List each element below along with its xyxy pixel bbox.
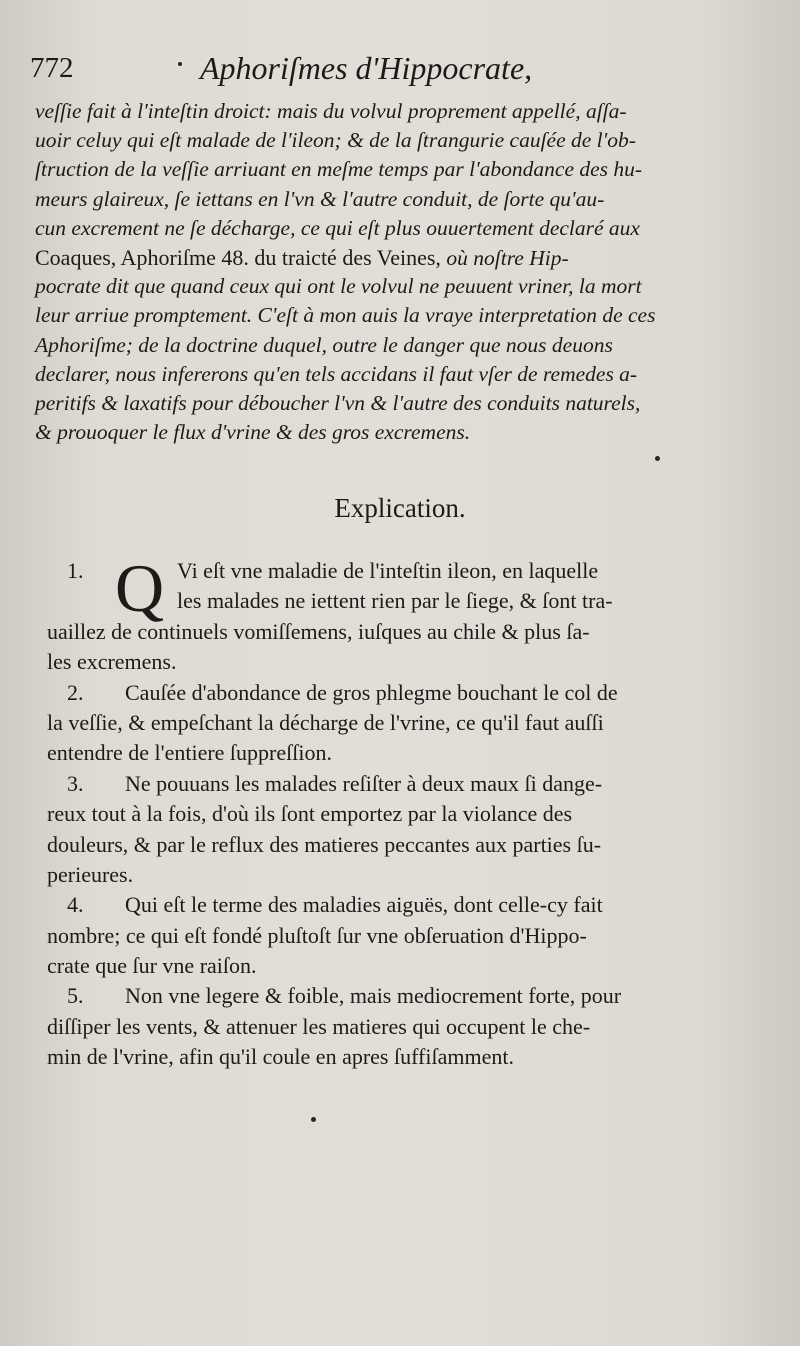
line-text: Ne pouuans les malades reſiſter à deux maux ſi dange- xyxy=(125,770,603,796)
item-number: 4. xyxy=(67,892,84,918)
explication-item-1-line: les excremens. xyxy=(47,649,177,675)
explication-item-2-line: la veſſie, & empeſchant la décharge de l'vrine, ce qu'il faut auſſi xyxy=(47,709,604,735)
section-heading: Explication. xyxy=(334,493,466,523)
commentary-line: Aphoriſme; de la doctrine duquel, outre le danger que nous deuons xyxy=(35,332,613,357)
commentary-text xyxy=(35,97,770,447)
commentary-line: meurs glaireux, ſe iettans en l'vn & l'autre conduit, de ſorte qu'au- xyxy=(35,186,605,211)
explication-item-3-line: perieures. xyxy=(47,861,134,887)
ink-speck xyxy=(655,456,660,461)
commentary-line: cun excrement ne ſe décharge, ce qui eſt plus ouuertement declaré aux xyxy=(35,215,640,240)
commentary-line: ſtruction de la veſſie arriuant en meſme temps par l'abondance des hu- xyxy=(35,157,643,182)
commentary-line: uoir celuy qui eſt malade de l'ileon; & de la ſtrangurie cauſée de l'ob- xyxy=(35,128,636,153)
explication-item-4-line xyxy=(47,890,772,920)
commentary-line: leur arriue promptement. C'eſt à mon auis la vraye interpretation de ces xyxy=(35,303,656,328)
ink-speck xyxy=(311,1117,316,1122)
commentary-italic-segment: où noſtre Hip- xyxy=(446,245,569,270)
page-header xyxy=(30,50,770,90)
explication-item-2-line xyxy=(47,678,772,708)
explication-item-5-line: min de l'vrine, afin qu'il coule en apres ſuffiſamment. xyxy=(47,1044,514,1070)
drop-cap: Q xyxy=(115,550,165,626)
item-number: 2. xyxy=(67,679,84,705)
explication-item-3-line: douleurs, & par le reflux des matieres peccantes aux parties ſu- xyxy=(47,831,602,857)
line-text: Cauſée d'abondance de gros phlegme bouchant le col de xyxy=(125,679,618,705)
item-number: 3. xyxy=(67,770,84,796)
explication-item-5-line xyxy=(47,981,772,1011)
commentary-line: & prouoquer le flux d'vrine & des gros excremens. xyxy=(35,420,471,445)
explication-item-1-line: les malades ne iettent rien par le ſiege, & ſont tra- xyxy=(177,588,613,614)
explication-item-4-line: nombre; ce qui eſt fondé pluſtoſt ſur vne obſeruation d'Hippo- xyxy=(47,922,587,948)
page-number: 772 xyxy=(30,52,74,84)
line-text: Vi eſt vne maladie de l'inteſtin ileon, en laquelle xyxy=(177,558,599,583)
ink-speck xyxy=(178,62,182,66)
explication-item-1-line: uaillez de continuels vomiſſemens, iuſques au chile & plus ſa- xyxy=(47,618,590,644)
commentary-line xyxy=(35,243,770,272)
explication-item-3-line xyxy=(47,769,772,799)
commentary-line: pocrate dit que quand ceux qui ont le volvul ne peuuent vriner, la mort xyxy=(35,274,642,299)
commentary-line: declarer, nous infererons qu'en tels accidans il faut vſer de remedes a- xyxy=(35,361,638,386)
line-text: Non vne legere & foible, mais mediocrement forte, pour xyxy=(125,983,622,1009)
explication-item-2-line: entendre de l'entiere ſuppreſſion. xyxy=(47,740,332,766)
running-title: Aphoriſmes d'Hippocrate, xyxy=(200,50,533,86)
explication-item-3-line: reux tout à la fois, d'où ils ſont emportez par la violance des xyxy=(47,801,573,827)
line-text: Qui eſt le terme des maladies aiguës, dont celle-cy fait xyxy=(125,892,603,918)
explication-item-4-line: crate que ſur vne raiſon. xyxy=(47,953,257,979)
commentary-line: veſſie fait à l'inteſtin droict: mais du volvul proprement appellé, aſſa- xyxy=(35,99,627,123)
explication-text xyxy=(47,550,772,1073)
commentary-roman-segment: Coaques, Aphoriſme 48. du traicté des Veines, xyxy=(35,244,447,270)
item-number: 5. xyxy=(67,983,84,1009)
explication-item-5-line: diſſiper les vents, & attenuer les matieres qui occupent le che- xyxy=(47,1013,591,1039)
commentary-line: peritifs & laxatifs pour déboucher l'vn & l'autre des conduits naturels, xyxy=(35,390,641,415)
item-number: 1. xyxy=(67,558,84,583)
